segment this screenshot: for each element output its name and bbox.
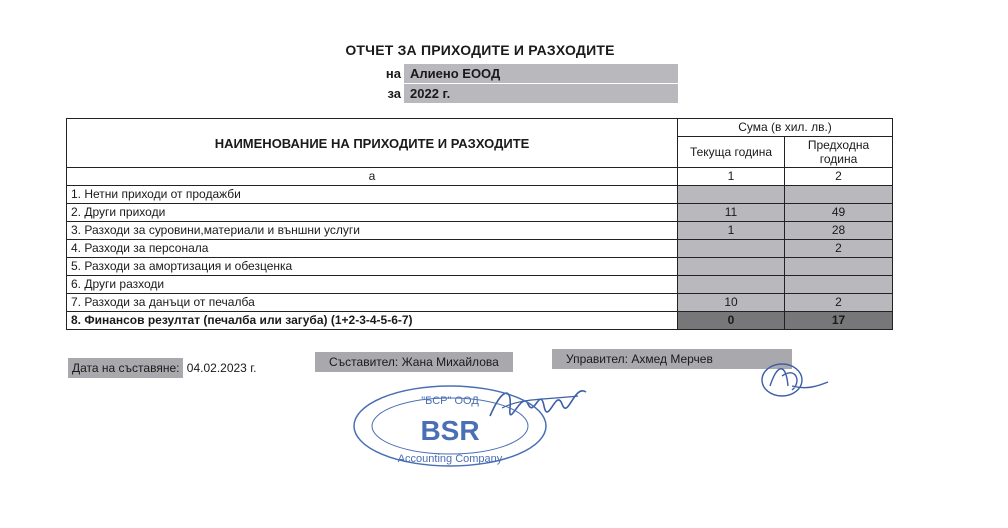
date-label: Дата на съставяне: [68, 358, 183, 378]
previous-year-header: Предходна година [785, 137, 893, 168]
date-of-preparation [68, 361, 256, 375]
table-row [67, 186, 893, 204]
header-row-1 [67, 119, 893, 137]
report-year: 2022 г. [404, 84, 678, 103]
sum-header: Сума (в хил. лв.) [678, 119, 893, 137]
row-previous: 2 [785, 240, 893, 258]
company-line [377, 64, 678, 83]
name-column-header: НАИМЕНОВАНИЕ НА ПРИХОДИТЕ И РАЗХОДИТЕ [67, 119, 678, 168]
row-current: 10 [678, 294, 785, 312]
manager-signature [752, 356, 832, 406]
total-row [67, 312, 893, 330]
income-statement-table [66, 118, 893, 330]
stamp-top-text: "БСР" ООД [421, 395, 479, 407]
row-previous: 28 [785, 222, 893, 240]
current-year-header: Текуща година [678, 137, 785, 168]
manager-name: Управител: Ахмед Мерчев [552, 349, 792, 369]
row-label: 3. Разходи за суровини,материали и външни услуги [67, 222, 678, 240]
row-previous: 2 [785, 294, 893, 312]
row-label: 2. Други приходи [67, 204, 678, 222]
compiler-name: Съставител: Жана Михайлова [315, 352, 513, 372]
report-title: ОТЧЕТ ЗА ПРИХОДИТЕ И РАЗХОДИТЕ [345, 42, 615, 58]
company-prefix: на [385, 66, 401, 81]
row-current [678, 186, 785, 204]
row-previous [785, 258, 893, 276]
company-name: Алиено ЕООД [404, 64, 678, 83]
row-current: 11 [678, 204, 785, 222]
row-current [678, 258, 785, 276]
row-previous: 49 [785, 204, 893, 222]
row-previous [785, 276, 893, 294]
index-1: 1 [678, 168, 785, 186]
stamp-logo: BSR [420, 415, 480, 446]
table-row [67, 276, 893, 294]
row-label: 7. Разходи за данъци от печалба [67, 294, 678, 312]
row-current [678, 240, 785, 258]
table-row [67, 204, 893, 222]
row-previous [785, 186, 893, 204]
table-row [67, 222, 893, 240]
index-2: 2 [785, 168, 893, 186]
company-stamp [350, 382, 550, 472]
row-label: 5. Разходи за амортизация и обезценка [67, 258, 678, 276]
year-line [377, 84, 678, 103]
row-label: 1. Нетни приходи от продажби [67, 186, 678, 204]
year-prefix: за [387, 86, 401, 101]
table-row [67, 258, 893, 276]
row-label: 6. Други разходи [67, 276, 678, 294]
total-previous: 17 [785, 312, 893, 330]
stamp-bottom-text: Accounting Company [397, 453, 503, 465]
row-label: 4. Разходи за персонала [67, 240, 678, 258]
total-current: 0 [678, 312, 785, 330]
row-current [678, 276, 785, 294]
index-row [67, 168, 893, 186]
date-value: 04.02.2023 г. [186, 361, 257, 375]
total-label: 8. Финансов резултат (печалба или загуба) (1+2-3-4-5-6-7) [67, 312, 678, 330]
index-a: а [67, 168, 678, 186]
table-row [67, 240, 893, 258]
table-row [67, 294, 893, 312]
row-current: 1 [678, 222, 785, 240]
